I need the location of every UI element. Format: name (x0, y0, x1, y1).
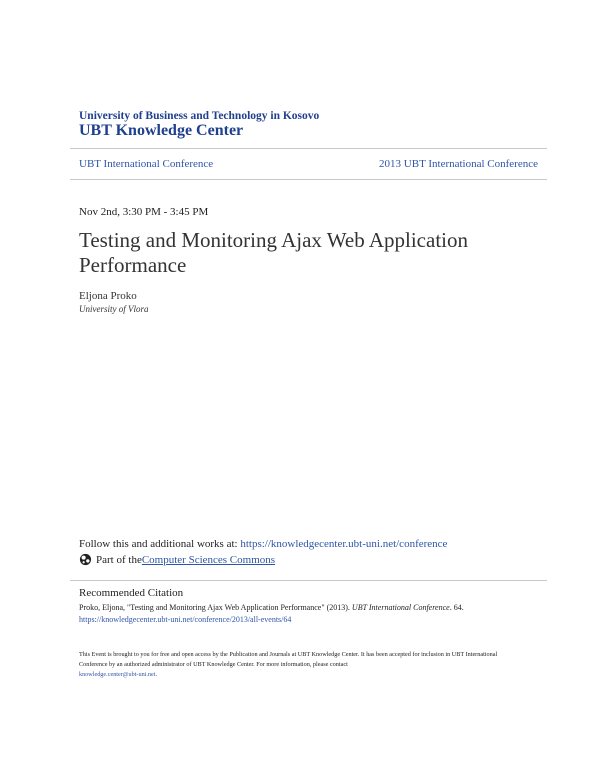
author-affiliation: University of Vlora (79, 304, 149, 314)
repository-name[interactable]: UBT Knowledge Center (79, 122, 244, 139)
recommended-citation-heading: Recommended Citation (79, 587, 184, 599)
citation-journal: UBT International Conference (351, 603, 450, 612)
commons-network-icon (79, 553, 92, 566)
event-date: Nov 2nd, 3:30 PM - 3:45 PM (79, 206, 209, 218)
page-title: Testing and Monitoring Ajax Web Application Performance (79, 228, 468, 277)
citation-text (79, 602, 539, 626)
notice-end: . (155, 671, 158, 678)
divider (70, 148, 547, 149)
part-of-line (79, 553, 275, 566)
notice-text: This Event is brought to you for free and open access by the Publication and Journals at UBT Knowledge Center. It has been accepted for inclusion in UBT International Conference by an authorized administrator of UBT Knowledge Center. For more information, please contact (79, 651, 498, 668)
follow-link[interactable]: https://knowledgecenter.ubt-uni.net/conference (240, 538, 448, 550)
part-of-prefix: Part of the (96, 553, 142, 566)
citation-suffix: . 64. (449, 603, 464, 612)
follow-prefix: Follow this and additional works at: (79, 538, 241, 550)
conference-year-link[interactable]: 2013 UBT International Conference (379, 158, 538, 170)
citation-body: Proko, Eljona, "Testing and Monitoring Ajax Web Application Performance" (2013). (79, 603, 352, 612)
contact-email-link[interactable]: knowledge.center@ubt-uni.net (79, 671, 156, 678)
author-name: Eljona Proko (79, 290, 137, 302)
commons-link[interactable]: Computer Sciences Commons (141, 553, 276, 566)
conference-link[interactable]: UBT International Conference (79, 158, 214, 170)
citation-link[interactable]: https://knowledgecenter.ubt-uni.net/conference/2013/all-events/64 (79, 615, 292, 624)
university-name[interactable]: University of Business and Technology in Kosovo (79, 110, 320, 122)
divider (70, 580, 547, 581)
divider (70, 179, 547, 180)
follow-line (79, 538, 447, 550)
access-notice (79, 650, 519, 680)
